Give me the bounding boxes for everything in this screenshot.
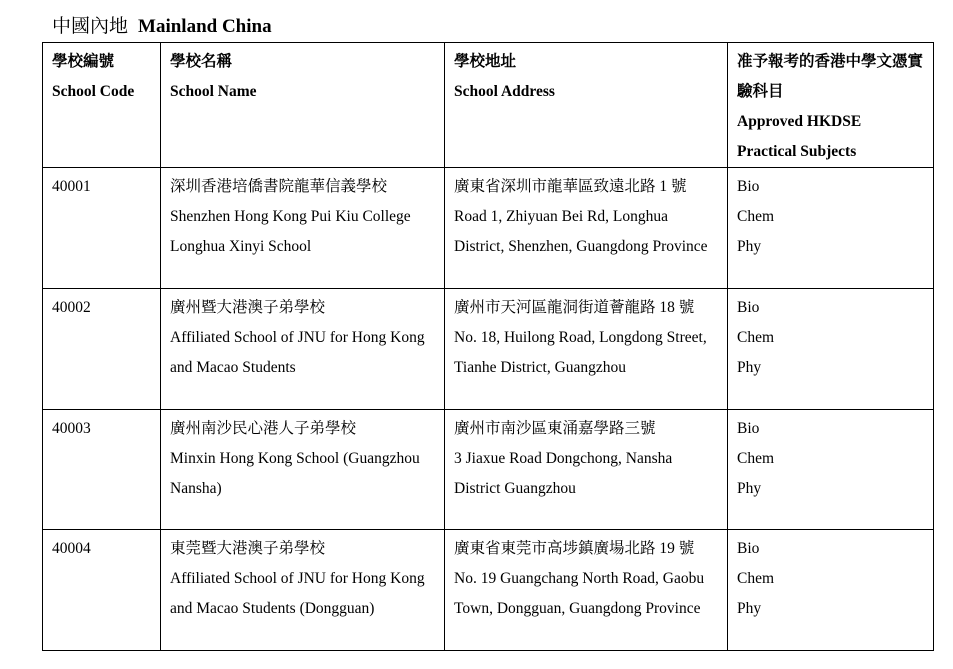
school-name-zh: 廣州暨大港澳子弟學校 [170, 299, 326, 316]
table-row [43, 410, 934, 530]
school-name-en: Affiliated School of JNU for Hong Kong and Macao Students [170, 329, 425, 376]
header-school-address [445, 43, 728, 168]
school-code-cell [43, 410, 161, 530]
subject-bio: Bio [737, 540, 760, 557]
school-code: 40003 [52, 420, 91, 437]
header-practical-subjects [728, 43, 934, 168]
school-address-zh: 廣州市天河區龍洞街道薈龍路 18 號 [454, 299, 695, 316]
school-address-cell [445, 289, 728, 410]
section-title-zh: 中國內地 [52, 16, 129, 37]
school-name-cell [161, 410, 445, 530]
subject-bio: Bio [737, 299, 760, 316]
school-address-en: 3 Jiaxue Road Dongchong, Nansha District Guangzhou [454, 450, 673, 497]
school-name-en: Shenzhen Hong Kong Pui Kiu College Longhua Xinyi School [170, 208, 411, 255]
header-code-zh: 學校編號 [52, 53, 115, 70]
subject-chem: Chem [737, 208, 775, 225]
school-name-en: Affiliated School of JNU for Hong Kong and Macao Students (Dongguan) [170, 570, 425, 617]
header-school-name [161, 43, 445, 168]
subject-chem: Chem [737, 570, 775, 587]
school-code-cell [43, 289, 161, 410]
school-name-en: Minxin Hong Kong School (Guangzhou Nansha) [170, 450, 420, 497]
subject-phy: Phy [737, 359, 762, 376]
subjects-cell [728, 168, 934, 289]
school-address-en: No. 18, Huilong Road, Longdong Street, Tianhe District, Guangzhou [454, 329, 707, 376]
school-name-cell [161, 530, 445, 651]
schools-table [42, 42, 934, 651]
table-row [43, 168, 934, 289]
school-code: 40001 [52, 178, 91, 195]
school-address-en: No. 19 Guangchang North Road, Gaobu Town, Dongguan, Guangdong Province [454, 570, 705, 617]
subjects-cell [728, 530, 934, 651]
school-address-zh: 廣州市南沙區東涌嘉學路三號 [454, 420, 656, 437]
section-title [52, 14, 272, 40]
school-address-cell [445, 168, 728, 289]
header-school-code [43, 43, 161, 168]
header-address-en: School Address [454, 83, 555, 100]
school-code: 40002 [52, 299, 91, 316]
subject-phy: Phy [737, 480, 762, 497]
subjects-cell [728, 289, 934, 410]
header-subjects-zh: 准予報考的香港中學文憑實驗科目 [737, 53, 924, 100]
school-address-cell [445, 530, 728, 651]
subject-bio: Bio [737, 178, 760, 195]
school-address-cell [445, 410, 728, 530]
table-row [43, 289, 934, 410]
school-address-en: Road 1, Zhiyuan Bei Rd, Longhua District, Shenzhen, Guangdong Province [454, 208, 708, 255]
header-name-zh: 學校名稱 [170, 53, 233, 70]
subject-bio: Bio [737, 420, 760, 437]
school-name-zh: 廣州南沙民心港人子弟學校 [170, 420, 357, 437]
subject-phy: Phy [737, 238, 762, 255]
header-subjects-en: Approved HKDSE Practical Subjects [737, 113, 862, 160]
school-address-zh: 廣東省深圳市龍華區致遠北路 1 號 [454, 178, 687, 195]
subject-chem: Chem [737, 329, 775, 346]
section-title-en: Mainland China [138, 16, 272, 37]
school-name-zh: 深圳香港培僑書院龍華信義學校 [170, 178, 388, 195]
school-name-cell [161, 168, 445, 289]
school-code: 40004 [52, 540, 91, 557]
subject-chem: Chem [737, 450, 775, 467]
header-name-en: School Name [170, 83, 257, 100]
school-name-cell [161, 289, 445, 410]
header-row [43, 43, 934, 168]
school-address-zh: 廣東省東莞市高埗鎮廣場北路 19 號 [454, 540, 695, 557]
school-name-zh: 東莞暨大港澳子弟學校 [170, 540, 326, 557]
school-code-cell [43, 168, 161, 289]
header-code-en: School Code [52, 83, 135, 100]
header-address-zh: 學校地址 [454, 53, 517, 70]
subject-phy: Phy [737, 600, 762, 617]
subjects-cell [728, 410, 934, 530]
table-row [43, 530, 934, 651]
school-code-cell [43, 530, 161, 651]
